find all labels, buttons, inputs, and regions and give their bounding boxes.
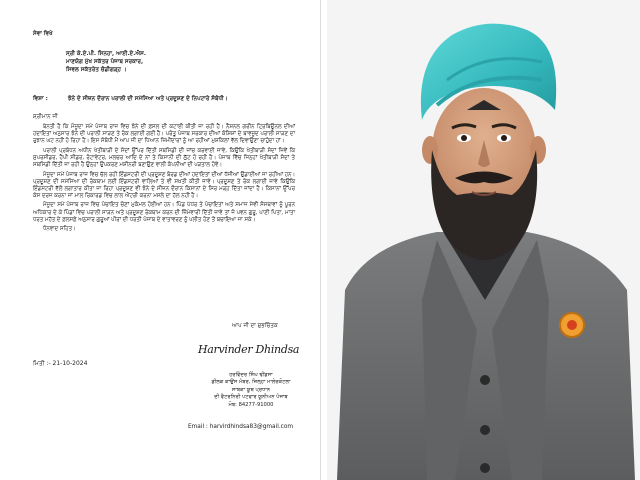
handwritten-signature: Harvinder Dhindsa [198, 343, 300, 356]
portrait-photo [327, 0, 640, 480]
body-paragraph: ਮੌਜੂਦਾ ਸਮੇਂ ਪੰਜਾਬ ਰਾਜ ਵਿਚ ਪੰਚਾਇਤ ਚੋਣਾਂ ਮੁਕੰਮਲ ਹੋਈਆਂ ਹਨ। ਪਿੰਡ ਪੱਧਰ ਤੇ ਪੰਚਾਇਤਾਂ ਅਤੇ ਸਮਾਜ ਸੇਵੀ ਸੰਸਥਾਵਾਂ ਨੂੰ ਪੂਰਨ ਅਧਿਕਾਰ ਦੇ ਕੇ ਪਿੰਡਾਂ ਵਿਚ ਪਰਾਲੀ ਸਾੜਨ ਅਤੇ ਪ੍ਰਦੂਸ਼ਣ ਰੋਕਥਾਮ ਕਰਨ ਦੀ ਜ਼ਿੰਮੇਵਾਰੀ ਦਿੱਤੀ ਜਾਵੇ ਤਾਂ ਜੋ ਪਵਨ ਗੁਰੂ, ਪਾਣੀ ਪਿਤਾ, ਮਾਤਾ ਧਰਤ ਮਹੱਤ ਦੇ ਫ਼ਲਸਫ਼ੇ ਅਨੁਸਾਰ ਗੁਰੂਆਂ ਪੀਰਾਂ ਦੀ ਧਰਤੀ ਪੰਜਾਬ ਦੇ ਵਾਤਾਵਰਣ ਨੂੰ ਪਲੀਤ ਹੋਣ ਤੋਂ ਬਚਾਇਆ ਜਾ ਸਕੇ। [33, 202, 295, 223]
sender-line: ਦੀ ਵੈਟਰਨਿਰੀ ਪਟਵਾਰ ਯੂਨੀਅਨ ਪੰਜਾਬ [214, 394, 288, 401]
sender-line: ਹਰਵਿੰਦਰ ਸਿੰਘ ਢੀਂਡਸਾ [229, 372, 273, 378]
address-line: ਸ੍ਰੀ ਕੇ.ਏ.ਪੀ. ਸਿਨਹਾ, ਆਈ.ਏ.ਐਸ. [66, 51, 146, 57]
address-line: ਮਾਣਯੋਗ ਮੁੱਖ ਸਕੱਤਰ ਪੰਜਾਬ ਸਰਕਾਰ, [66, 59, 144, 65]
closing-line: ਆਪ ਜੀ ਦਾ ਸ਼ੁਭਚਿੰਤਕ [232, 323, 278, 329]
lapel-badge-center [567, 320, 577, 330]
subject-label: ਵਿਸ਼ਾ : [33, 96, 48, 102]
body-paragraph: ਬੇਨਤੀ ਹੈ ਕਿ ਮੌਜੂਦਾ ਸਮੇਂ ਪੰਜਾਬ ਰਾਜ ਵਿਚ ਝੋਨੇ ਦੀ ਫ਼ਸਲ ਦੀ ਕਟਾਈ ਕੀਤੀ ਜਾ ਰਹੀ ਹੈ। ਨੈਸ਼ਨਲ ਗਰੀਨ ਟ੍ਰਿਬਿਊਨਲ ਦੀਆਂ ਹਦਾਇਤਾਂ ਅਨੁਸਾਰ ਝੋਨੇ ਦੀ ਪਰਾਲੀ ਸਾੜਣ ਤੇ ਰੋਕ ਲਗਾਈ ਗਈ ਹੈ। ਪਰੰਤੂ ਪੰਜਾਬ ਸਰਕਾਰ ਦੀਆਂ ਕੋਸ਼ਿਸ਼ਾਂ ਦੇ ਬਾਵਜੂਦ ਪਰਾਲੀ ਸਾੜਣ ਦਾ ਰੁਝਾਨ ਘਟ ਨਹੀਂ ਹੋ ਰਿਹਾ ਹੈ। ਇਸ ਸੰਬੰਧੀ ਮੈਂ ਆਪ ਜੀ ਦਾ ਧਿਆਨ ਜ਼ਿਮੀਂਦਾਰਾਂ ਨੂੰ ਆ ਰਹੀਆਂ ਮੁਸ਼ਕਿਲਾਂ ਵੱਲ ਦਿਵਾਉਣਾ ਚਾਹੁੰਦਾ ਹਾਂ। [33, 124, 295, 145]
salutation: ਸ਼੍ਰੀਮਾਨ ਜੀ [33, 114, 58, 120]
coat-button [480, 425, 490, 435]
coat-button [480, 463, 490, 473]
sender-line: ਡੀਲਕ ਕਾਉਂਸ ਮੰਬਰ, ਜ਼ਿਲ੍ਹਾ ਮਾਲੇਰਕੋਟਲਾ [211, 379, 291, 386]
subject-text: ਝੋਨੇ ਦੇ ਸੀਜ਼ਨ ਦੌਰਾਨ ਪਰਾਲੀ ਦੀ ਸਮੱਸਿਆ ਅਤੇ ਪ੍ਰਦੂਸ਼ਣ ਦੇ ਨਿਪਟਾਰੇ ਸੰਬੰਧੀ। [68, 96, 228, 102]
letter-address [66, 50, 146, 74]
body-paragraph: ਮੌਜੂਦਾ ਸਮੇਂ ਪੰਜਾਬ ਰਾਜ ਵਿਚ ਚੱਲ ਰਹੀ ਇੰਡਸਟਰੀ ਦੀ ਪ੍ਰਦੂਸ਼ਣ ਬੋਰਡ ਦੀਆਂ ਹਦਾਇਤਾਂ ਦੀਆਂ ਧੱਜੀਆਂ ਉਡਾਈਆਂ ਜਾ ਰਹੀਆਂ ਹਨ। ਪ੍ਰਦੂਸ਼ਣ ਦੀ ਸਮੱਸਿਆ ਦੀ ਰੋਕਥਾਮ ਲਈ ਇੰਡਸਟਰੀ ਵਾਲਿਆਂ ਤੇ ਵੀ ਸਖ਼ਤੀ ਕੀਤੀ ਜਾਵੇ। ਪ੍ਰਦੂਸ਼ਣ ਤੇ ਰੋਕ ਲਗਾਈ ਜਾਵੇ ਕਿਉਂਕਿ ਇੰਡਸਟਰੀ ਵੱਲੋਂ ਲਗਾਤਾਰ ਕੀਤਾ ਜਾ ਰਿਹਾ ਪ੍ਰਦੂਸ਼ਣ ਵੀ ਝੋਨੇ ਦੇ ਸੀਜ਼ਨ ਦੌਰਾਨ ਕਿਸਾਨਾਂ ਦੇ ਸਿਰ ਮੜ੍ਹ ਦਿੱਤਾ ਜਾਂਦਾ ਹੈ। ਕਿਸਾਨਾਂ ਉੱਪਰ ਕੇਸ ਦਰਜ ਕਰਨਾ ਜਾਂ ਮਾਲ ਰਿਕਾਰਡ ਵਿਚ ਲਾਲ ਐਂਟਰੀ ਕਰਨਾ ਮਸਲੇ ਦਾ ਹੱਲ ਨਹੀਂ ਹੈ। [33, 171, 295, 199]
sender-line: ਮੋਬ: 84277-91000 [228, 401, 274, 408]
sender-email: Email : harvirdhindsa83@gmail.com [188, 424, 294, 430]
pupil-left [461, 135, 467, 141]
body-paragraph: ਪਰਾਲੀ ਪ੍ਰਬੰਧਨ ਅਧੀਨ ਖੇਤੀਬਾੜੀ ਦੇ ਸੰਦਾਂ ਉੱਪਰ ਦਿੱਤੀ ਸਬਸਿਡੀ ਦੀ ਜਾਂਚ ਕਰਵਾਈ ਜਾਵੇ, ਕਿਉਂਕਿ ਖੇਤੀਬਾੜੀ ਸੰਦਾਂ ਜਿਵੇਂ ਕਿ ਸੁਪਰਸੀਡਰ, ਹੈਪੀ ਸੀਡਰ, ਰੋਟਾਵੇਟਰ, ਮਲਚਰ ਆਦਿ ਦੇ ਨਾਂ ਤੇ ਕਿਸਾਨੀ ਦੀ ਲੁੱਟ ਹੋ ਰਹੀ ਹੈ। ਪੰਜਾਬ ਵਿੱਚ ਜਿਨ੍ਹਾਂ ਖੇਤੀਬਾੜੀ ਸੰਦਾਂ ਤੇ ਸਬਸਿਡੀ ਦਿੱਤੀ ਜਾ ਰਹੀ ਹੈ ਉਨ੍ਹਾਂ ਉਪਕਰਣ ਮਸ਼ੀਨਰੀ ਬਣਾਉਣ ਵਾਲੀ ਕੰਪਨੀਆਂ ਦੀ ਪੜਤਾਲ ਹੋਵੇ। [33, 147, 295, 168]
ear-right [530, 136, 546, 164]
letter-greeting-to: ਸੇਵਾ ਵਿਖੇ [33, 31, 53, 37]
letter-body [33, 124, 295, 236]
sender-line: ਸਾਬਕਾ ਯੂਥ ਪ੍ਰਧਾਨ [231, 386, 271, 393]
portrait-illustration [327, 0, 640, 480]
address-line: ਸਿਵਲ ਸਕੱਤਰੇਤ ਚੰਡੀਗੜ੍ਹ । [66, 67, 127, 73]
pupil-right [501, 135, 507, 141]
letter-date: ਮਿਤੀ :- 21-10-2024 [33, 360, 88, 367]
ear-left [422, 136, 438, 164]
coat-button [480, 375, 490, 385]
body-paragraph: ਧੰਨਵਾਦ ਸਹਿਤ। [43, 226, 76, 233]
sender-block [196, 372, 306, 409]
